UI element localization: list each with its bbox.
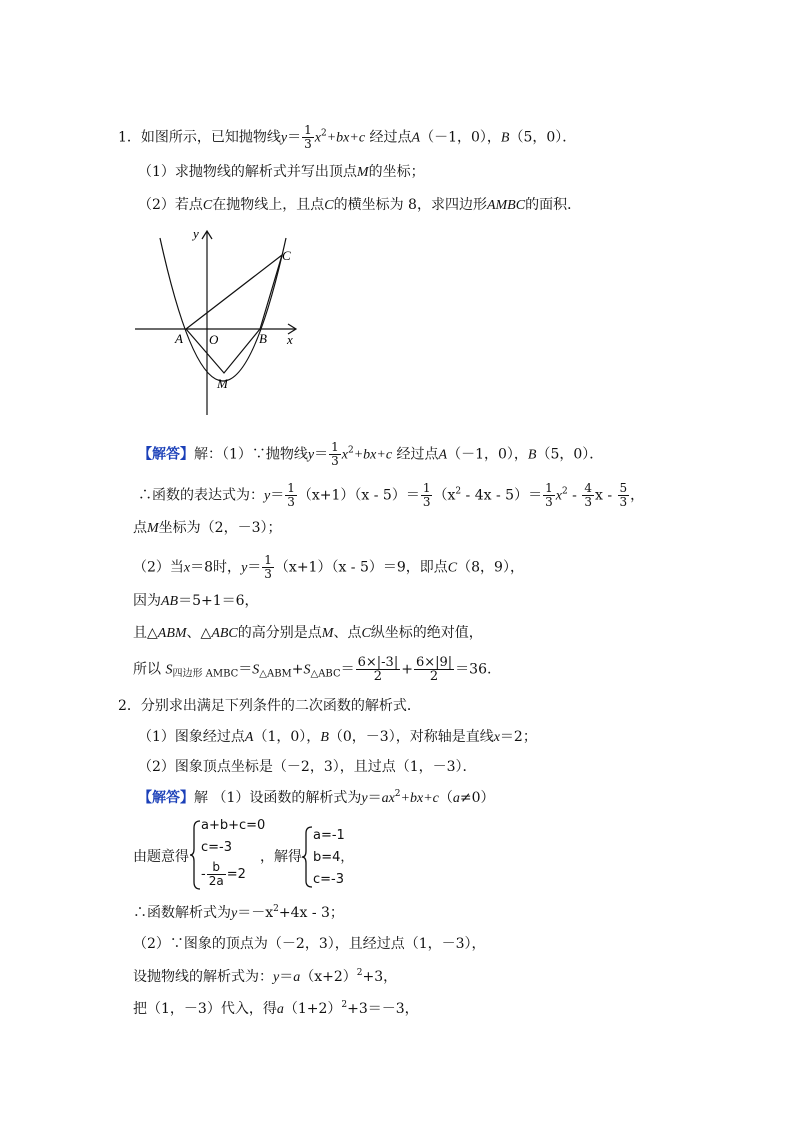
quadrilateral-AMBC	[186, 255, 282, 373]
q1-solution-line1: 【解答】解：（1）∵抛物线y＝ $\frac{1}{3}$ $x^2+bx+c$ 经过点A（－1，0），B（5，0）．	[138, 440, 604, 468]
label-B: B	[259, 331, 267, 346]
q1-part2: （2）若点C在抛物线上，且点C的横坐标为 8，求四边形AMBC的面积．	[138, 197, 582, 213]
sys-eq2: c=-3	[201, 840, 233, 855]
q2-solution-line3: （2）∵图象的顶点为（－2，3），且经过点（1，－3），	[133, 936, 486, 952]
sys-eq1: a+b+c=0	[201, 818, 266, 833]
q2-part1: （1）图象经过点A（1，0），B（0，－3），对称轴是直线x＝2；	[138, 729, 537, 745]
label-O: O	[209, 332, 219, 347]
q2-solution-line2: ∴函数解析式为$y=-x^2+4x - 3$；	[133, 904, 344, 921]
sys-mid: ，解得	[260, 849, 302, 865]
fraction-one-third: $\frac{1}{3}$	[304, 123, 312, 151]
parabola-curve	[160, 238, 286, 381]
q1-solution-line3: 点M坐标为（2，－3）；	[133, 520, 282, 536]
label-x: x	[287, 332, 293, 347]
label-A: A	[175, 331, 183, 346]
q2-system-lead: 由题意得	[133, 849, 189, 865]
q1-solution-line2: ∴函数的表达式为：y＝ $\frac{1}{3}$ （x+1）（x - 5）＝ $\frac{1}{3}$ $(x^2 - 4x - 5)=$ $\frac{1}{3}$ $x^2$ - $\frac{4}{3}$ x - $\frac{5}{3}$ ，	[138, 481, 645, 509]
sys-res1: a=-1	[313, 828, 345, 843]
q1-solution-line7: 所以 $S_{四边形 AMBC}=S_{\triangle ABM}+S_{\triangle ABC}=$ $\frac{6\times|-3|}{2}$ + $\frac{6\times|9|}{2}$ ＝36.	[133, 655, 492, 684]
sys-res3: c=-3	[313, 872, 345, 887]
label-M: M	[217, 376, 228, 391]
parabola-graph	[130, 222, 310, 422]
q1-stem: 1．如图所示，已知抛物线y＝ $\frac{1}{3}$ $x^2+bx+c$ 经过点A（－1，0），B（5，0）．	[118, 123, 577, 151]
sys-res2: b=4，	[313, 850, 354, 865]
q2-solution-line5: 把（1，－3）代入，得$a(1+2)^2+3=-3$，	[133, 1000, 419, 1017]
q2-solution-line1: 【解答】解 （1）设函数的解析式为$y=ax^2+bx+c(a\ne 0)$	[138, 789, 495, 806]
q2-stem: 2．分别求出满足下列条件的二次函数的解析式．	[118, 698, 421, 714]
q2-solution-line4: 设抛物线的解析式为：$y=a(x+2)^2+3$，	[133, 968, 398, 985]
q1-solution-line5: 因为AB＝5+1＝6，	[133, 593, 259, 609]
label-C: C	[282, 248, 291, 263]
label-y: y	[193, 226, 199, 241]
q1-part1: （1）求抛物线的解析式并写出顶点M的坐标；	[138, 164, 425, 180]
sys-eq3: - $\frac{b}{2a}$ =2	[201, 860, 246, 888]
q2-part2: （2）图象顶点坐标是（－2，3），且过点（1，－3）．	[138, 759, 477, 775]
q1-solution-line4: （2）当x＝8时，y＝ $\frac{1}{3}$ （x+1）（x - 5）＝9，即点C（8，9），	[133, 553, 524, 581]
q1-solution-line6: 且△ABM、△ABC的高分别是点M、点C纵坐标的绝对值，	[133, 625, 483, 641]
